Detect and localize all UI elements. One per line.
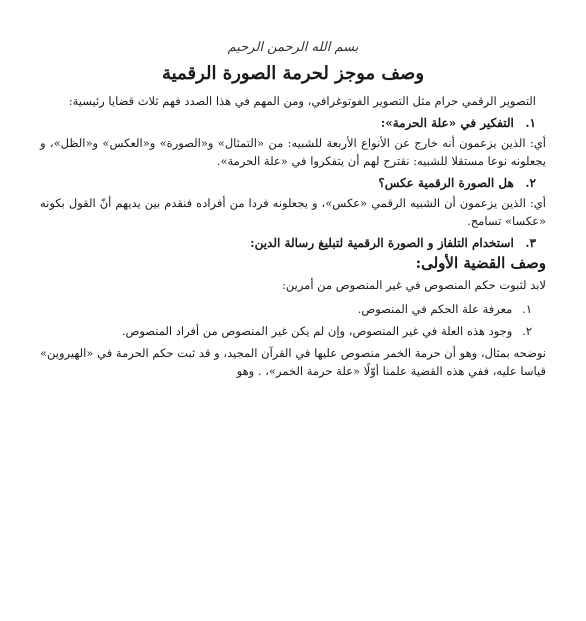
item-2-heading: [40, 176, 546, 190]
item-1-heading: [40, 116, 546, 130]
basmala-heading: بسم الله الرحمن الرحيم: [227, 40, 359, 55]
section-title: وصف القضية الأولى:: [415, 254, 546, 272]
closing-paragraph: نوضحه بمثال، وهو أن حرمة الخمر منصوص عليها في القرآن المجيد، و قد ثبت حكم الحرمة في «الهيروين» قياسا عليه، ففي هذه القضية علمنا أوّلًا «علة حرمة الخمر»، . وهو: [40, 346, 546, 378]
item-3-number: ٣.: [525, 236, 536, 250]
intro-paragraph: التصوير الرقمي حرام مثل التصوير الفوتوغرافي، ومن المهم في هذا الصدد فهم ثلاث قضايا رئيسية:: [68, 94, 536, 108]
item-3-heading-text: استخدام التلفاز و الصورة الرقمية لتبليغ رسالة الدين:: [250, 236, 514, 250]
item-3-heading: [40, 236, 546, 250]
sub-item-1-number: ١.: [522, 302, 532, 316]
sub-item-1: [40, 300, 546, 318]
item-3: [40, 236, 546, 250]
item-2-heading-text: هل الصورة الرقمية عكس؟: [378, 176, 514, 190]
sub-item-2: [40, 322, 546, 340]
item-2-body: أي: الذين يزعمون أن الشبيه الرقمي «عكس»، و يجعلونه فردا من أفراده فنقدم بين يديهم أنّ القول بكونه «عكسا» تسامح.: [40, 196, 546, 228]
item-1-body: أي: الذين يزعمون أنه خارج عن الأنواع الأربعة للشبيه: من «التمثال» و«الصورة» و«العكس» و«الظل»، و يجعلونه نوعا مستقلا للشبيه: نقترح لهم أن يتفكروا في «علة الحرمة».: [40, 136, 546, 168]
sub-item-2-number: ٢.: [522, 324, 532, 338]
item-2-number: ٢.: [525, 176, 536, 190]
sub-item-2-text: وجود هذه العلة في غير المنصوص، وإن لم يكن غير المنصوص من أفراد المنصوص.: [121, 324, 513, 338]
sub-item-1-text: معرفة علة الحكم في المنصوص.: [357, 302, 513, 316]
item-1-heading-text: التفكير في «علة الحرمة»:: [380, 116, 514, 130]
item-2: [40, 176, 546, 230]
page-title: وصف موجز لحرمة الصورة الرقمية: [161, 63, 425, 84]
document-page: [40, 40, 546, 386]
item-1: [40, 116, 546, 170]
item-1-number: ١.: [525, 116, 536, 130]
section-intro: لابد لثبوت حكم المنصوص في غير المنصوص من أمرين:: [282, 278, 546, 292]
